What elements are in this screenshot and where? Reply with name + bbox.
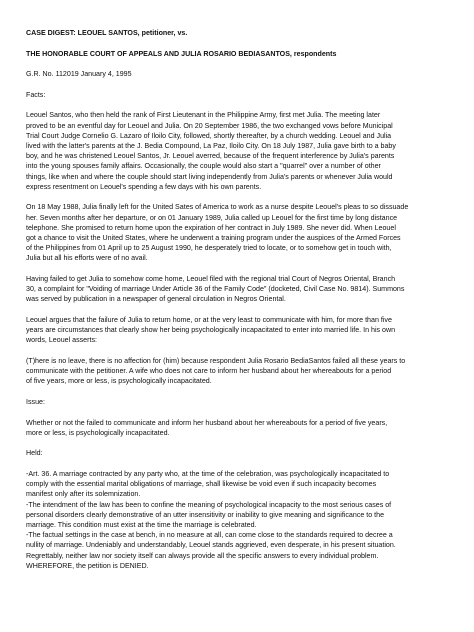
- text-line: more or less, is psychologically incapacitated.: [26, 428, 170, 437]
- text-line: her. Seven months after her departure, or on 01 January 1989, Julia called up Leouel for the first time by long distance: [26, 213, 398, 222]
- text-line: proved to be an eventful day for Leouel and Julia. On 20 September 1986, the two exchanged vows before Municipal: [26, 121, 393, 130]
- facts-paragraph-2: [26, 202, 446, 263]
- text-line: express resentment on Leouel's spending a few days with his own parents.: [26, 182, 262, 191]
- text-line: into the young spouses family affairs. Occasionally, the couple would also start a "quarrel" over a number of other: [26, 162, 381, 171]
- text-line: -The intendment of the law has been to confine the meaning of psychological incapacity to the most serious cases of: [26, 500, 392, 509]
- issue-heading: Issue:: [26, 398, 45, 406]
- text-line: things, like when and where the couple should start living independently from Julia's parents or whenever Julia would: [26, 172, 393, 181]
- text-line: boy, and he was christened Leouel Santos, Jr. Leouel averred, because of the frequent interference by Julia's parents: [26, 152, 395, 161]
- issue-paragraph: [26, 418, 446, 438]
- text-line: of five years, more or less, is psychologically incapacitated.: [26, 377, 212, 386]
- text-line: of the Philippines from 01 April up to 25 August 1990, he desperately tried to locate, or to somehow get in touch with,: [26, 244, 392, 253]
- text-line: Trial Court Judge Cornelio G. Lazaro of Iloilo City, followed, shortly thereafter, by a church wedding. Leouel and Julia: [26, 131, 392, 140]
- text-line: got a chance to visit the United States, where he underwent a training program under the auspices of the Armed Forces: [26, 234, 401, 242]
- text-line: telephone. She promised to return home upon the expiration of her contract in July 1989. She never did. When Leouel: [26, 223, 396, 232]
- text-line: Julia but all his efforts were of no avail.: [26, 254, 148, 263]
- text-line: was served by publication in a newspaper of general circulation in Negros Oriental.: [26, 295, 286, 304]
- text-line: WHEREFORE, the petition is DENIED.: [26, 561, 149, 570]
- text-line: manifest only after its solemnization.: [26, 490, 141, 499]
- held-paragraph: [26, 469, 446, 571]
- quoted-assertion: [26, 356, 446, 387]
- text-line: communicate with the petitioner. A wife who does not care to inform her husband about her whereabouts for a period: [26, 367, 392, 376]
- text-line: Leouel argues that the failure of Julia to return home, or at the very least to communicate with him, for more than five: [26, 316, 392, 324]
- text-line: -Art. 36. A marriage contracted by any party who, at the time of the celebration, was psychologically incapacitated to: [26, 469, 390, 478]
- text-line: Having failed to get Julia to somehow come home, Leouel filed with the regional trial Court of Negros Oriental, Branch: [26, 275, 396, 283]
- text-line: Whether or not the failed to communicate and inform her husband about her whereabouts for a period of five years,: [26, 418, 388, 427]
- facts-paragraph-1: [26, 110, 446, 192]
- text-line: marriage. This condition must exist at the time the marriage is celebrated.: [26, 521, 257, 529]
- case-title: CASE DIGEST: LEOUEL SANTOS, petitioner, vs.: [26, 29, 188, 37]
- text-line: (T)here is no leave, there is no affection for (him) because respondent Julia Rosario BediaSantos failed all these years to: [26, 357, 406, 365]
- held-heading: Held:: [26, 449, 43, 458]
- text-line: lived with the latter's parents at the J. Bedia Compound, La Paz, Iloilo City. On 18 July 1987, Julia gave birth to a baby: [26, 141, 396, 150]
- gr-number: G.R. No. 112019 January 4, 1995: [26, 70, 132, 79]
- facts-paragraph-3: [26, 274, 446, 305]
- text-line: On 18 May 1988, Julia finally left for the United Sates of America to work as a nurse despite Leouel's pleas to so dissuade: [26, 203, 409, 212]
- text-line: Regrettably, neither law nor society itself can always provide all the specific answers to every individual problem.: [26, 551, 379, 560]
- text-line: years are circumstances that clearly show her being psychologically incapacitated to enter into married life. In his own: [26, 326, 396, 335]
- text-line: -The factual settings in the case at bench, in no measure at all, can come close to the standards required to decree a: [26, 531, 393, 540]
- text-line: personal disorders clearly demonstrative of an utter insensitivity or inability to give meaning and significance to the: [26, 510, 385, 519]
- text-line: 30, a complaint for "Voiding of marriage Under Article 36 of the Family Code" (docketed, Civil Case No. 9814). Summons: [26, 285, 405, 294]
- text-line: nullity of marriage. Undeniably and understandably, Leouel stands aggrieved, even desperate, in his present situation.: [26, 541, 396, 550]
- facts-paragraph-4: [26, 315, 446, 346]
- text-line: words, Leouel asserts:: [26, 336, 97, 345]
- text-line: Leouel Santos, who then held the rank of First Lieutenant in the Philippine Army, first met Julia. The meeting later: [26, 111, 381, 120]
- parties-title: THE HONORABLE COURT OF APPEALS AND JULIA ROSARIO BEDIASANTOS, respondents: [26, 49, 337, 58]
- text-line: comply with the essential marital obligations of marriage, shall likewise be void even if such incapacity becomes: [26, 480, 377, 489]
- facts-heading: Facts:: [26, 90, 46, 99]
